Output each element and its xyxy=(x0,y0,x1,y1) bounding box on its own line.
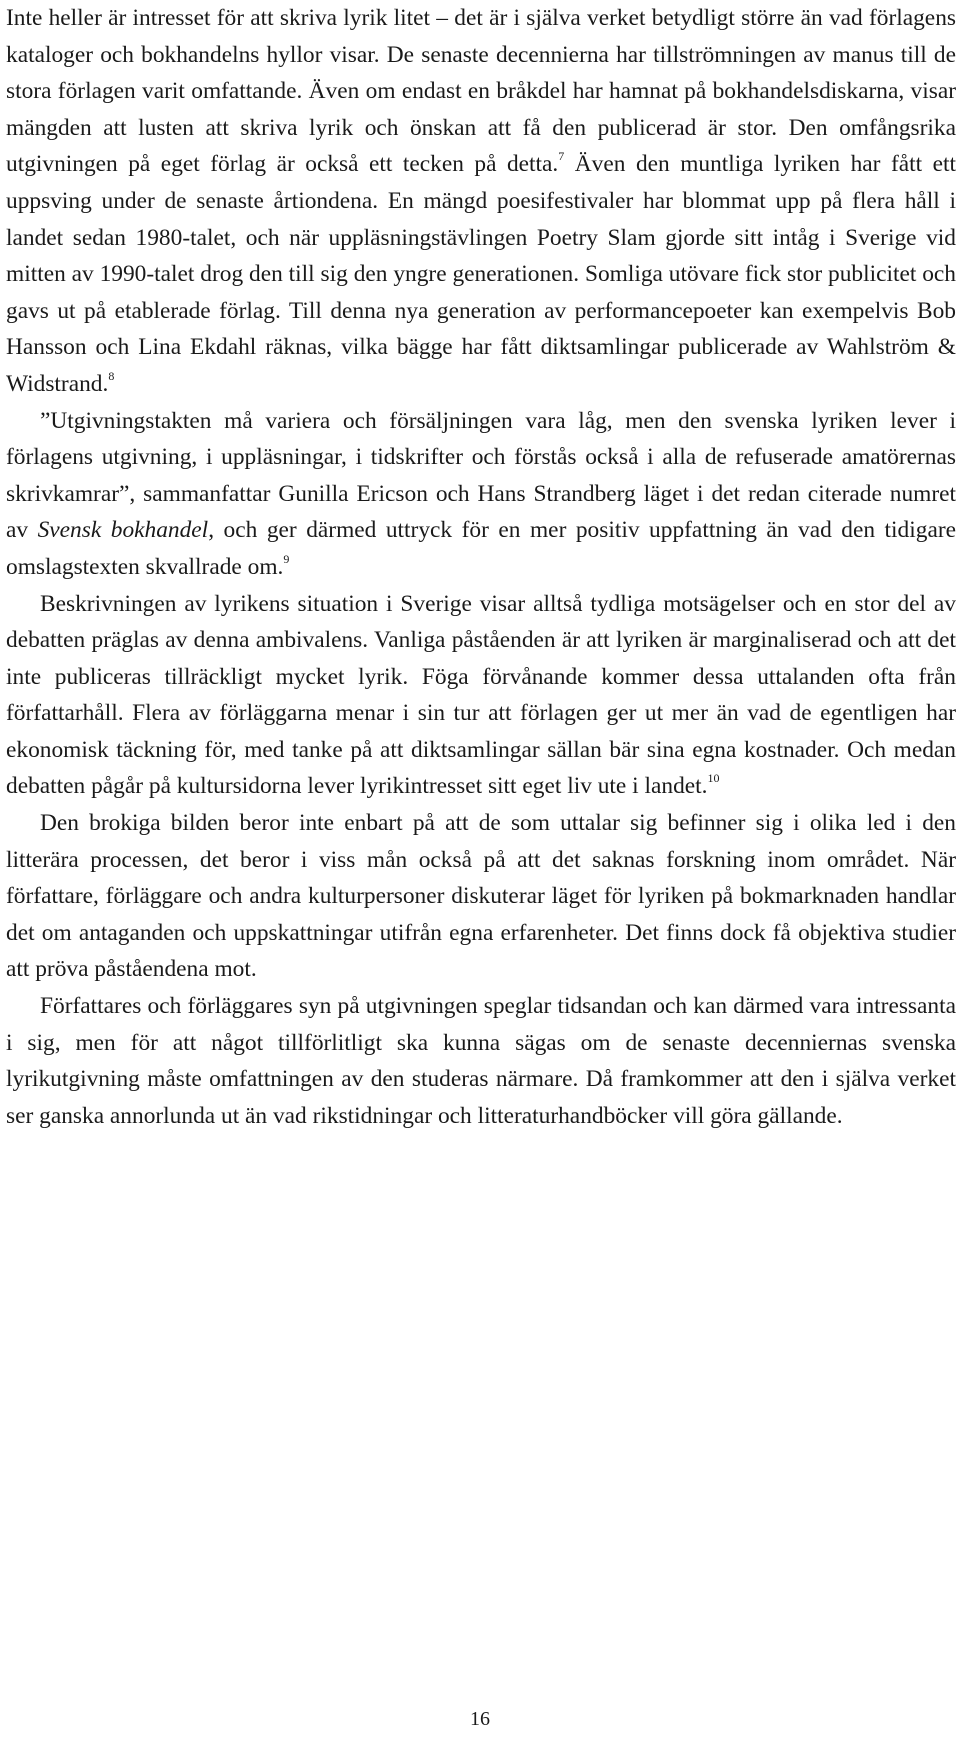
paragraph-4 xyxy=(6,805,956,988)
paragraph-5-text: Författares och förläggares syn på utgivningen speglar tidsandan och kan därmed vara intressanta i sig, men för att något tillförlitligt ska kunna sägas om de senaste decenniernas svenska lyrikutgivning måste omfattningen av den studeras närmare. Då framkommer att den i själva verket ser ganska annorlunda ut än vad rikstidningar och litteraturhandböcker vill göra gällande. xyxy=(6,993,956,1129)
footnote-ref-8[interactable]: 8 xyxy=(108,368,115,383)
paragraph-1-text-a: Inte heller är intresset för att skriva lyrik litet – det är i själva verket betydligt större än vad förlagens kataloger och bokhandelns hyllor visar. De senaste decennierna har tillströmningen av manus till de stora förlagen varit omfattande. Även om endast en bråkdel har hamnat på bokhandelsdiskarna, visar mängden att lusten att skriva lyrik och önskan att få den publicerad är stor. Den omfångsrika utgivningen på eget förlag är också ett tecken på detta. xyxy=(6,5,956,178)
page-number: 16 xyxy=(470,1708,490,1730)
paragraph-4-text: Den brokiga bilden beror inte enbart på att de som uttalar sig befinner sig i olika led i den litterära processen, det beror i viss mån också på att det saknas forskning inom området. När författare, förläggare och andra kulturpersoner diskuterar läget för lyriken på bokmarknaden handlar det om antaganden och uppskattningar utifrån egna erfarenheter. Det finns dock få objektiva studier att pröva påståendena mot. xyxy=(6,810,956,983)
paragraph-3 xyxy=(6,586,956,806)
paragraph-5 xyxy=(6,988,956,1134)
footnote-ref-7[interactable]: 7 xyxy=(558,149,565,164)
paragraph-1 xyxy=(6,0,956,403)
paragraph-2-text-a: ”Utgivningstakten må variera och försäljningen vara låg, men den svenska lyriken lever i förlagens utgivning, i uppläsningar, i tidskrifter och förstås också i alla de refuserade amatörernas skrivkamrar”, sammanfattar Gunilla Ericson och Hans Strandberg läget i det redan citerade numret av xyxy=(6,407,956,544)
footnote-ref-9[interactable]: 9 xyxy=(283,551,290,566)
footnote-ref-10[interactable]: 10 xyxy=(707,771,720,786)
paragraph-2-italic-title: Svensk bokhandel xyxy=(37,517,209,544)
paragraph-2 xyxy=(6,403,956,586)
page-body xyxy=(6,0,956,1134)
paragraph-1-text-b: Även den muntliga lyriken har fått ett uppsving under de senaste årtiondena. En mängd poesifestivaler har blommat upp på flera håll i landet sedan 1980-talet, och när uppläsningstävlingen Poetry Slam gjorde sitt intåg i Sverige vid mitten av 1990-talet drog den till sig den yngre generationen. Somliga utövare fick stor publicitet och gavs ut på etablerade förlag. Till denna nya generation av performancepoeter kan exempelvis Bob Hansson och Lina Ekdahl räknas, vilka bägge har fått diktsamlingar publicerade av Wahlström & Widstrand. xyxy=(6,151,957,397)
paragraph-2-text-b: , och ger därmed uttryck för en mer positiv uppfattning än vad den tidigare omslagstexten skvallrade om. xyxy=(6,517,956,580)
paragraph-3-text: Beskrivningen av lyrikens situation i Sverige visar alltså tydliga motsägelser och en stor del av debatten präglas av denna ambivalens. Vanliga påståenden är att lyriken är marginaliserad och att det inte publiceras tillräckligt mycket lyrik. Föga förvånande kommer dessa uttalanden ofta från författarhåll. Flera av förläggarna menar i sin tur att förlagen ger ut mer än vad de egentligen har ekonomisk täckning för, med tanke på att diktsamlingar sällan bär sina egna kostnader. Och medan debatten pågår på kultursidorna lever lyrikintresset sitt eget liv ute i landet. xyxy=(6,590,956,800)
